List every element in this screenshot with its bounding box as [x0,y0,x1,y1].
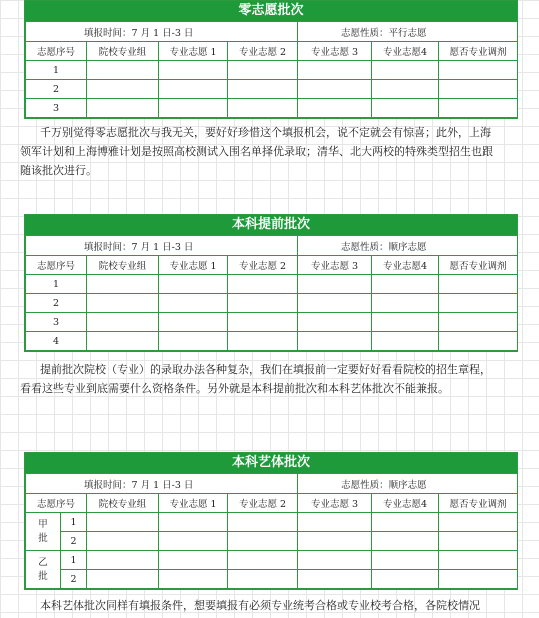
art-sports-batch-info-row [26,474,518,494]
batch-group-label [26,513,61,551]
table-row [26,532,518,551]
empty-cell [372,570,439,589]
column-header: 院校专业组 [87,256,159,275]
table-row [26,275,518,294]
empty-cell [228,513,298,532]
empty-cell [298,99,372,118]
zero-batch-note [20,123,520,180]
empty-cell [439,313,518,332]
empty-cell [87,332,159,351]
empty-cell [87,513,159,532]
table-row [26,513,518,532]
empty-cell [159,275,228,294]
note-line: 提前批次院校（专业）的录取办法各种复杂，我们在填报前一定要好好看看院校的招生章程， [40,363,491,376]
empty-cell [439,570,518,589]
batch-group-label-text: 甲批 [38,518,48,544]
empty-cell [159,332,228,351]
empty-cell [298,275,372,294]
empty-cell [298,332,372,351]
column-header: 专业志愿 3 [298,494,372,513]
empty-cell [228,99,298,118]
row-number: 1 [61,513,87,532]
table-row [26,570,518,589]
table-row [26,99,518,118]
note-line: 领军计划和上海博雅计划是按照高校测试入围名单择优录取；清华、北大两校的特殊类型招生也跟 [20,145,493,158]
column-header: 专业志愿 3 [298,256,372,275]
zero-batch-form [24,0,518,119]
empty-cell [298,80,372,99]
fill-time: 填报时间：7 月 1 日-3 日 [26,22,298,42]
empty-cell [87,313,159,332]
empty-cell [298,551,372,570]
volunteer-nature: 志愿性质：顺序志愿 [298,236,518,256]
empty-cell [439,294,518,313]
column-header: 志愿序号 [26,256,87,275]
empty-cell [372,275,439,294]
early-batch-table [25,235,518,351]
column-header: 院校专业组 [87,42,159,61]
column-header: 专业志愿4 [372,42,439,61]
column-header: 院校专业组 [87,494,159,513]
table-row [26,80,518,99]
column-header: 专业志愿 1 [159,256,228,275]
empty-cell [439,532,518,551]
empty-cell [228,551,298,570]
art-sports-batch-form [24,452,518,590]
row-number: 2 [26,80,87,99]
early-batch-info-row [26,236,518,256]
empty-cell [298,313,372,332]
early-batch-title: 本科提前批次 [25,215,517,235]
zero-batch-table [25,21,518,118]
row-number: 1 [26,61,87,80]
row-number: 1 [26,275,87,294]
empty-cell [298,532,372,551]
empty-cell [87,570,159,589]
empty-cell [298,61,372,80]
early-batch-note [20,360,520,398]
column-header: 志愿序号 [26,42,87,61]
early-batch-form [24,214,518,352]
table-row [26,313,518,332]
empty-cell [159,61,228,80]
empty-cell [228,275,298,294]
empty-cell [228,332,298,351]
table-row [26,332,518,351]
empty-cell [87,551,159,570]
row-number: 4 [26,332,87,351]
table-row [26,294,518,313]
empty-cell [439,99,518,118]
empty-cell [228,80,298,99]
volunteer-nature: 志愿性质：顺序志愿 [298,474,518,494]
empty-cell [228,61,298,80]
column-header: 专业志愿4 [372,256,439,275]
empty-cell [372,532,439,551]
empty-cell [439,332,518,351]
art-sports-batch-table [25,473,518,589]
column-header: 专业志愿 1 [159,494,228,513]
empty-cell [372,313,439,332]
empty-cell [372,99,439,118]
table-header-row [26,42,518,61]
empty-cell [87,99,159,118]
note-line: 看看这些专业到底需要什么资格条件。另外就是本科提前批次和本科艺体批次不能兼报。 [20,382,449,395]
column-header: 专业志愿 2 [228,494,298,513]
empty-cell [228,313,298,332]
empty-cell [298,570,372,589]
empty-cell [159,294,228,313]
column-header: 专业志愿 2 [228,256,298,275]
empty-cell [439,61,518,80]
empty-cell [159,99,228,118]
empty-cell [439,551,518,570]
column-header: 愿否专业调剂 [439,256,518,275]
column-header: 愿否专业调剂 [439,42,518,61]
empty-cell [372,294,439,313]
empty-cell [372,551,439,570]
column-header: 专业志愿 2 [228,42,298,61]
row-number: 1 [61,551,87,570]
empty-cell [87,61,159,80]
row-number: 2 [61,570,87,589]
empty-cell [228,294,298,313]
volunteer-nature: 志愿性质：平行志愿 [298,22,518,42]
empty-cell [298,513,372,532]
empty-cell [439,80,518,99]
row-number: 2 [61,532,87,551]
empty-cell [228,532,298,551]
fill-time: 填报时间：7 月 1 日-3 日 [26,474,298,494]
table-row [26,61,518,80]
fill-time: 填报时间：7 月 1 日-3 日 [26,236,298,256]
note-line: 本科艺体批次同样有填报条件，想要填报有必须专业统考合格或专业校考合格，各院校情况 [40,599,480,612]
table-header-row [26,494,518,513]
empty-cell [372,61,439,80]
column-header: 专业志愿4 [372,494,439,513]
table-header-row [26,256,518,275]
column-header: 专业志愿 3 [298,42,372,61]
row-number: 2 [26,294,87,313]
note-line: 随该批次进行。 [20,164,97,177]
empty-cell [298,294,372,313]
empty-cell [439,513,518,532]
art-sports-batch-note [20,596,520,615]
note-line: 千万别觉得零志愿批次与我无关，要好好珍惜这个填报机会，说不定就会有惊喜；此外，上海 [40,126,491,139]
empty-cell [159,513,228,532]
empty-cell [159,80,228,99]
art-sports-batch-title: 本科艺体批次 [25,453,517,473]
empty-cell [87,80,159,99]
empty-cell [372,513,439,532]
column-header: 愿否专业调剂 [439,494,518,513]
empty-cell [87,275,159,294]
empty-cell [372,332,439,351]
empty-cell [159,532,228,551]
zero-batch-title: 零志愿批次 [25,1,517,21]
empty-cell [159,551,228,570]
empty-cell [87,294,159,313]
zero-batch-info-row [26,22,518,42]
empty-cell [372,80,439,99]
empty-cell [159,570,228,589]
batch-group-label [26,551,61,589]
column-header: 专业志愿 1 [159,42,228,61]
column-header: 志愿序号 [26,494,87,513]
row-number: 3 [26,313,87,332]
table-row [26,551,518,570]
empty-cell [439,275,518,294]
empty-cell [159,313,228,332]
empty-cell [87,532,159,551]
batch-group-label-text: 乙批 [38,556,48,582]
row-number: 3 [26,99,87,118]
empty-cell [228,570,298,589]
